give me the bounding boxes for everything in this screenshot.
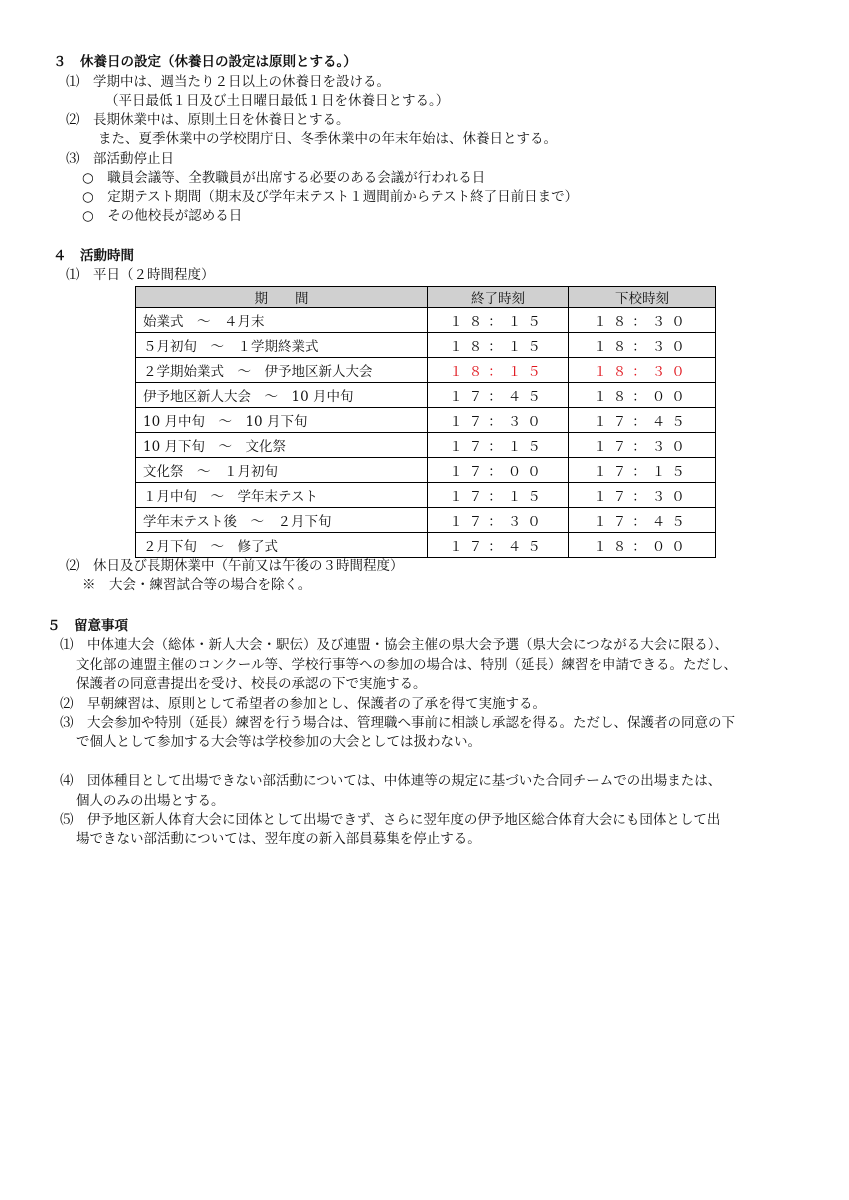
end-time-cell: １８：１５ — [428, 333, 569, 358]
period-cell: ５月初旬 ～ １学期終業式 — [136, 333, 428, 358]
table-row — [136, 508, 716, 533]
section5-item4-line: ⑷ 団体種目として出場できない部活動については、中体連等の規定に基づいた合同チームでの出場または、 — [60, 773, 722, 789]
table-row — [136, 333, 716, 358]
table-row — [136, 458, 716, 483]
section3-item3: ⑶ 部活動停止日 — [66, 151, 174, 167]
section3-bullet: ○ その他校長が認める日 — [82, 208, 243, 224]
end-time-cell: １７：００ — [428, 458, 569, 483]
section4-item2: ⑵ 休日及び長期休業中（午前又は午後の３時間程度） — [66, 558, 404, 574]
leave-time-cell: １８：３０ — [569, 308, 716, 333]
section5-item4-line: 個人のみの出場とする。 — [76, 793, 225, 809]
section4-item2-note: ※ 大会・練習試合等の場合を除く。 — [82, 577, 312, 593]
table-row — [136, 358, 716, 383]
section3-item2: ⑵ 長期休業中は、原則土日を休養日とする。 — [66, 112, 350, 128]
column-header-end-time: 終了時刻 — [428, 287, 569, 308]
period-cell: 10 月中旬 ～ 10 月下旬 — [136, 408, 428, 433]
section4-heading: ４ 活動時間 — [53, 248, 134, 264]
section5-item3-line: で個人として参加する大会等は学校参加の大会としては扱わない。 — [76, 734, 481, 750]
end-time-cell: １７：４５ — [428, 533, 569, 558]
section3-bullet: ○ 定期テスト期間（期末及び学年末テスト１週間前からテスト終了日前日まで） — [82, 189, 579, 205]
end-time-cell: １７：４５ — [428, 383, 569, 408]
section5-item1-line: ⑴ 中体連大会（総体・新人大会・駅伝）及び連盟・協会主催の県大会予選（県大会につながる大会に限る）、 — [60, 637, 728, 653]
period-cell: １月中旬 ～ 学年末テスト — [136, 483, 428, 508]
section5-item5-line: 場できない部活動については、翌年度の新入部員募集を停止する。 — [76, 831, 481, 847]
leave-time-cell: １７：３０ — [569, 433, 716, 458]
end-time-cell: １７：１５ — [428, 433, 569, 458]
section5-heading: ５ 留意事項 — [47, 618, 128, 634]
section5-item5-line: ⑸ 伊予地区新人体育大会に団体として出場できず、さらに翌年度の伊予地区総合体育大会にも団体として出 — [60, 812, 721, 828]
section5-item1-line: 文化部の連盟主催のコンクール等、学校行事等への参加の場合は、特別（延長）練習を申請できる。ただし、 — [76, 657, 737, 673]
schedule-table — [135, 286, 716, 558]
column-header-leave-time: 下校時刻 — [569, 287, 716, 308]
table-row — [136, 433, 716, 458]
period-cell: 学年末テスト後 ～ ２月下旬 — [136, 508, 428, 533]
table-row — [136, 408, 716, 433]
table-row — [136, 533, 716, 558]
period-cell: 10 月下旬 ～ 文化祭 — [136, 433, 428, 458]
period-cell: 始業式 ～ ４月末 — [136, 308, 428, 333]
section4-item1: ⑴ 平日（２時間程度） — [66, 267, 215, 283]
end-time-cell: １８：１５ — [428, 308, 569, 333]
section3-bullet: ○ 職員会議等、全教職員が出席する必要のある会議が行われる日 — [82, 170, 486, 186]
table-row — [136, 483, 716, 508]
section5-item1-line: 保護者の同意書提出を受け、校長の承認の下で実施する。 — [76, 676, 427, 692]
section5-item2-line: ⑵ 早朝練習は、原則として希望者の参加とし、保護者の了承を得て実施する。 — [60, 696, 546, 712]
leave-time-cell: １７：３０ — [569, 483, 716, 508]
end-time-cell: １８：１５ — [428, 358, 569, 383]
table-row — [136, 308, 716, 333]
table-header-row — [136, 287, 716, 308]
period-cell: 伊予地区新人大会 ～ 10 月中旬 — [136, 383, 428, 408]
end-time-cell: １７：３０ — [428, 408, 569, 433]
section3-item1: ⑴ 学期中は、週当たり２日以上の休養日を設ける。 — [66, 74, 390, 90]
leave-time-cell: １８：３０ — [569, 333, 716, 358]
leave-time-cell: １７：４５ — [569, 408, 716, 433]
leave-time-cell: １８：００ — [569, 533, 716, 558]
end-time-cell: １７：１５ — [428, 483, 569, 508]
leave-time-cell: １７：１５ — [569, 458, 716, 483]
leave-time-cell: １８：３０ — [569, 358, 716, 383]
section3-heading: ３ 休養日の設定（休養日の設定は原則とする。） — [53, 54, 357, 70]
leave-time-cell: １７：４５ — [569, 508, 716, 533]
section3-item1-note: （平日最低１日及び土日曜日最低１日を休養日とする。） — [105, 93, 450, 109]
section3-item2-note: また、夏季休業中の学校閉庁日、冬季休業中の年末年始は、休養日とする。 — [98, 131, 557, 147]
period-cell: ２学期始業式 ～ 伊予地区新人大会 — [136, 358, 428, 383]
period-cell: ２月下旬 ～ 修了式 — [136, 533, 428, 558]
section5-item3-line: ⑶ 大会参加や特別（延長）練習を行う場合は、管理職へ事前に相談し承認を得る。ただし、保護者の同意の下 — [60, 715, 735, 731]
period-cell: 文化祭 ～ １月初旬 — [136, 458, 428, 483]
leave-time-cell: １８：００ — [569, 383, 716, 408]
end-time-cell: １７：３０ — [428, 508, 569, 533]
column-header-period: 期 間 — [136, 287, 428, 308]
table-row — [136, 383, 716, 408]
